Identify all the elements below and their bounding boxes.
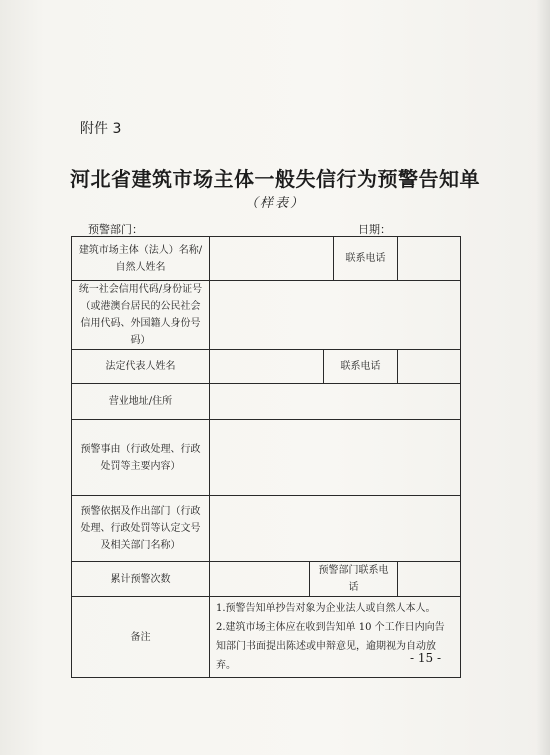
legal-rep-label: 法定代表人姓名 bbox=[72, 350, 210, 384]
page-number: - 15 - bbox=[410, 651, 442, 665]
form-row-legal-rep bbox=[72, 350, 461, 384]
contact-phone-label: 联系电话 bbox=[334, 237, 398, 281]
address-value bbox=[210, 384, 461, 420]
warning-dept-label: 预警部门： bbox=[88, 223, 143, 236]
credit-code-label: 统一社会信用代码/身份证号（或港澳台居民的公民社会信用代码、外国籍人身份号码） bbox=[72, 281, 210, 350]
form-row-count bbox=[72, 562, 461, 597]
dept-phone-value bbox=[398, 562, 461, 597]
contact-phone-label-2: 联系电话 bbox=[324, 350, 398, 384]
form-row-address bbox=[72, 384, 461, 420]
warning-reason-label: 预警事由（行政处理、行政处罚等主要内容） bbox=[72, 420, 210, 496]
form-row-entity bbox=[72, 237, 461, 281]
page-edge-shadow bbox=[536, 0, 550, 755]
remarks-item-1: 1.预警告知单抄告对象为企业法人或自然人本人。 bbox=[216, 603, 436, 614]
contact-phone-value-2 bbox=[398, 350, 461, 384]
remarks-label: 备注 bbox=[72, 597, 210, 678]
form-row-remarks bbox=[72, 597, 461, 678]
warning-reason-value bbox=[210, 420, 461, 496]
warning-basis-label: 预警依据及作出部门（行政处理、行政处罚等认定文号及相关部门名称） bbox=[72, 496, 210, 562]
warning-basis-value bbox=[210, 496, 461, 562]
document-subtitle: （样表） bbox=[244, 196, 305, 211]
entity-name-value bbox=[210, 237, 334, 281]
entity-name-label: 建筑市场主体（法人）名称/自然人姓名 bbox=[72, 237, 210, 281]
cumulative-count-label: 累计预警次数 bbox=[72, 562, 210, 597]
remarks-item-2: 2.建筑市场主体应在收到告知单 10 个工作日内向告知部门书面提出陈述或申辩意见，逾期视为自动放弃。 bbox=[216, 622, 445, 671]
form-row-warning-reason bbox=[72, 420, 461, 496]
annex-label: 附件 3 bbox=[80, 121, 122, 137]
contact-phone-value bbox=[398, 237, 461, 281]
form-row-basis bbox=[72, 496, 461, 562]
form-row-credit-code bbox=[72, 281, 461, 350]
cumulative-count-value bbox=[210, 562, 310, 597]
credit-code-value bbox=[210, 281, 461, 350]
warning-notice-form bbox=[71, 236, 461, 678]
legal-rep-value bbox=[210, 350, 324, 384]
remarks-content bbox=[210, 597, 461, 678]
document-title: 河北省建筑市场主体一般失信行为预警告知单 bbox=[70, 167, 480, 191]
dept-phone-label: 预警部门联系电话 bbox=[310, 562, 398, 597]
date-label: 日期： bbox=[358, 223, 391, 236]
address-label: 营业地址/住所 bbox=[72, 384, 210, 420]
